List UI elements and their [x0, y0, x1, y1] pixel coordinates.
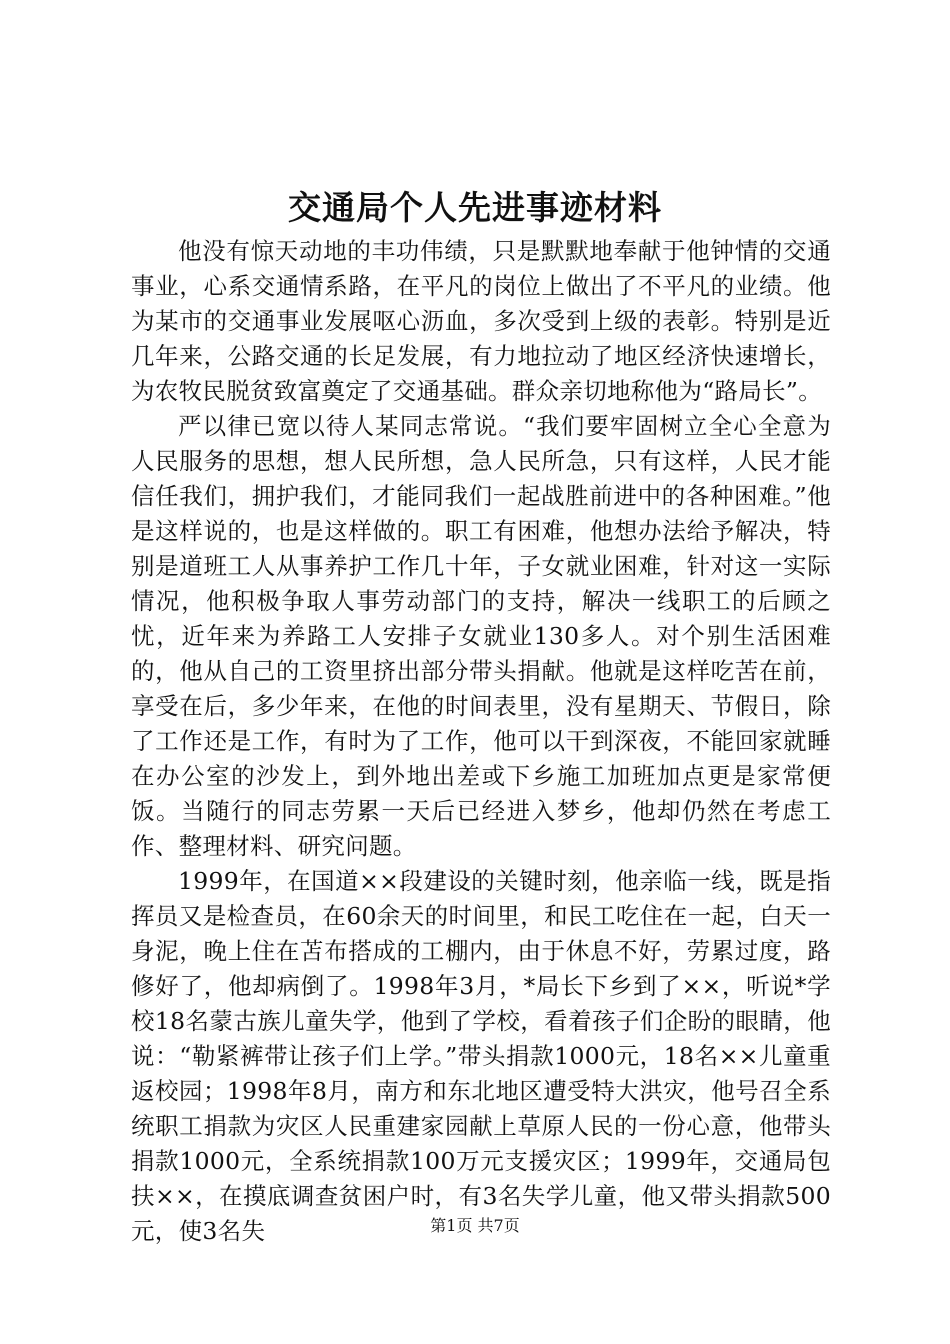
paragraph-2: 严以律已宽以待人某同志常说。“我们要牢固树立全心全意为人民服务的思想，想人民所想，急人民所急，只有这样，人民才能信任我们，拥护我们，才能同我们一起战胜前进中的各种困难。”他是这样说的，也是这样做的。职工有困难，他想办法给予解决，特别是道班工人从事养护工作几十年，子女就业困难，针对这一实际情况，他积极争取人事劳动部门的支持，解决一线职工的后顾之忧，近年来为养路工人安排子女就业130多人。对个别生活困难的，他从自己的工资里挤出部分带头捐献。他就是这样吃苦在前，享受在后，多少年来，在他的时间表里，没有星期天、节假日，除了工作还是工作，有时为了工作，他可以干到深夜，不能回家就睡在办公室的沙发上，到外地出差或下乡施工加班加点更是家常便饭。当随行的同志劳累一天后已经进入梦乡，他却仍然在考虑工作、整理材料、研究问题。	[131, 412, 831, 860]
document-body	[131, 234, 831, 1249]
paragraph-3: 1999年，在国道××段建设的关键时刻，他亲临一线，既是指挥员又是检查员，在60余天的时间里，和民工吃住在一起，白天一身泥，晚上住在苫布搭成的工棚内，由于休息不好，劳累过度，路修好了，他却病倒了。1998年3月，*局长下乡到了××，听说*学校18名蒙古族儿童失学，他到了学校，看着孩子们企盼的眼睛，他说：“勒紧裤带让孩子们上学。”带头捐款1000元，18名××儿童重返校园；1998年8月，南方和东北地区遭受特大洪灾，他号召全系统职工捐款为灾区人民重建家园献上草原人民的一份心意，他带头捐款1000元，全系统捐款100万元支援灾区；1999年，交通局包扶××，在摸底调查贫困户时，有3名失学儿童，他又带头捐款500元，使3名失	[131, 867, 831, 1245]
page-number-footer: 第1页 共7页	[430, 1216, 520, 1235]
paragraph-1: 他没有惊天动地的丰功伟绩，只是默默地奉献于他钟情的交通事业，心系交通情系路，在平凡的岗位上做出了不平凡的业绩。他为某市的交通事业发展呕心沥血，多次受到上级的表彰。特别是近几年来，公路交通的长足发展，有力地拉动了地区经济快速增长，为农牧民脱贫致富奠定了交通基础。群众亲切地称他为“路局长”。	[131, 237, 831, 405]
document-title: 交通局个人先进事迹材料	[288, 188, 662, 227]
